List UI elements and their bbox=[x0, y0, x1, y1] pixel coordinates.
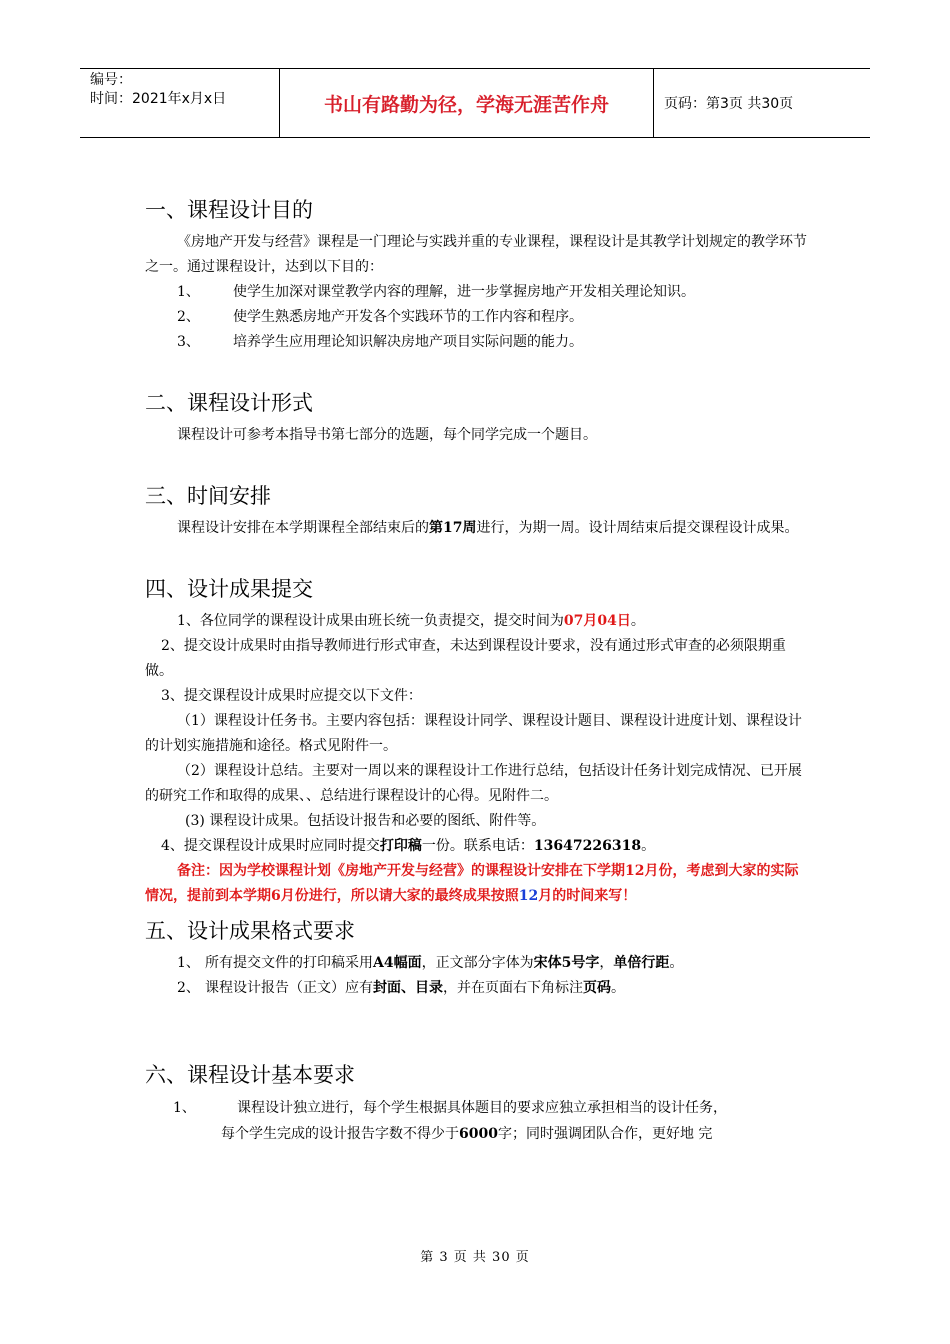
section-1-item: 3、 培养学生应用理论知识解决房地产项目实际问题的能力。 bbox=[177, 334, 583, 350]
serial-number: 编号： bbox=[90, 72, 132, 88]
header-page-number: 页码：第3页 共30页 bbox=[664, 96, 794, 112]
format-item: 2、 课程设计报告（正文）应有封面、目录，并在页面右下角标注页码。 bbox=[177, 980, 625, 996]
file-results: (3) 课程设计成果。包括设计报告和必要的图纸、附件等。 bbox=[185, 813, 546, 829]
section-1-item: 2、 使学生熟悉房地产开发各个实践环节的工作内容和程序。 bbox=[177, 309, 583, 325]
section-3-text: 课程设计安排在本学期课程全部结束后的第17周进行，为期一周。设计周结束后提交课程设计成果。 bbox=[177, 520, 799, 536]
file-task-book: （1）课程设计任务书。主要内容包括：课程设计同学、课程设计题目、课程设计进度计划、课程设计的计划实施措施和途径。格式见附件一。 bbox=[145, 713, 802, 754]
page-header bbox=[80, 68, 870, 138]
remark-note: 备注：因为学校课程计划《房地产开发与经营》的课程设计安排在下学期12月份，考虑到大家的实际情况，提前到本学期6月份进行，所以请大家的最终成果按照12月的时间来写！ bbox=[145, 863, 799, 904]
review-rule: 2、提交设计成果时由指导教师进行形式审查，未达到课程设计要求，没有通过形式审查的必须限期重做。 bbox=[145, 638, 786, 679]
section-6-title: 六、课程设计基本要求 bbox=[145, 1063, 355, 1087]
section-1-item: 1、 使学生加深对课堂教学内容的理解，进一步掌握房地产开发相关理论知识。 bbox=[177, 284, 695, 300]
deadline-date: 07月04日 bbox=[563, 613, 631, 629]
header-meta bbox=[80, 69, 280, 137]
phone-number: 13647226318 bbox=[533, 838, 642, 854]
document-time: 时间：2021年x月x日 bbox=[90, 91, 227, 107]
section-5-title: 五、设计成果格式要求 bbox=[145, 919, 355, 943]
week-number: 第17周 bbox=[429, 520, 477, 536]
requirement-item: 1、 课程设计独立进行，每个学生根据具体题目的要求应独立承担相当的设计任务， 每个学生完成的设计报告字数不得少于6000字；同时强调团队合作，更好地 完 bbox=[173, 1100, 727, 1142]
document-body bbox=[145, 190, 810, 1147]
submission-deadline: 1、各位同学的课程设计成果由班长统一负责提交，提交时间为07月04日。 bbox=[177, 613, 645, 629]
required-files: 3、提交课程设计成果时应提交以下文件： bbox=[161, 688, 422, 704]
section-2-text: 课程设计可参考本指导书第七部分的选题，每个同学完成一个题目。 bbox=[177, 427, 597, 443]
section-4-title: 四、设计成果提交 bbox=[145, 577, 313, 601]
contact-info: 4、提交课程设计成果时应同时提交打印稿一份。联系电话：13647226318。 bbox=[161, 838, 656, 854]
section-3-title: 三、时间安排 bbox=[145, 484, 271, 508]
file-summary: （2）课程设计总结。主要对一周以来的课程设计工作进行总结，包括设计任务计划完成情况、已开展的研究工作和取得的成果、、总结进行课程设计的心得。见附件二。 bbox=[145, 763, 802, 804]
section-2-title: 二、课程设计形式 bbox=[145, 391, 313, 415]
section-1-title: 一、课程设计目的 bbox=[145, 198, 313, 222]
section-1-intro: 《房地产开发与经营》课程是一门理论与实践并重的专业课程，课程设计是其教学计划规定的教学环节之一。通过课程设计，达到以下目的： bbox=[145, 234, 807, 275]
page-footer: 第 3 页 共 30 页 bbox=[420, 1250, 530, 1265]
header-motto: 书山有路勤为径，学海无涯苦作舟 bbox=[280, 69, 654, 137]
format-item: 1、 所有提交文件的打印稿采用A4幅面，正文部分字体为宋体5号字，单倍行距。 bbox=[177, 955, 684, 971]
